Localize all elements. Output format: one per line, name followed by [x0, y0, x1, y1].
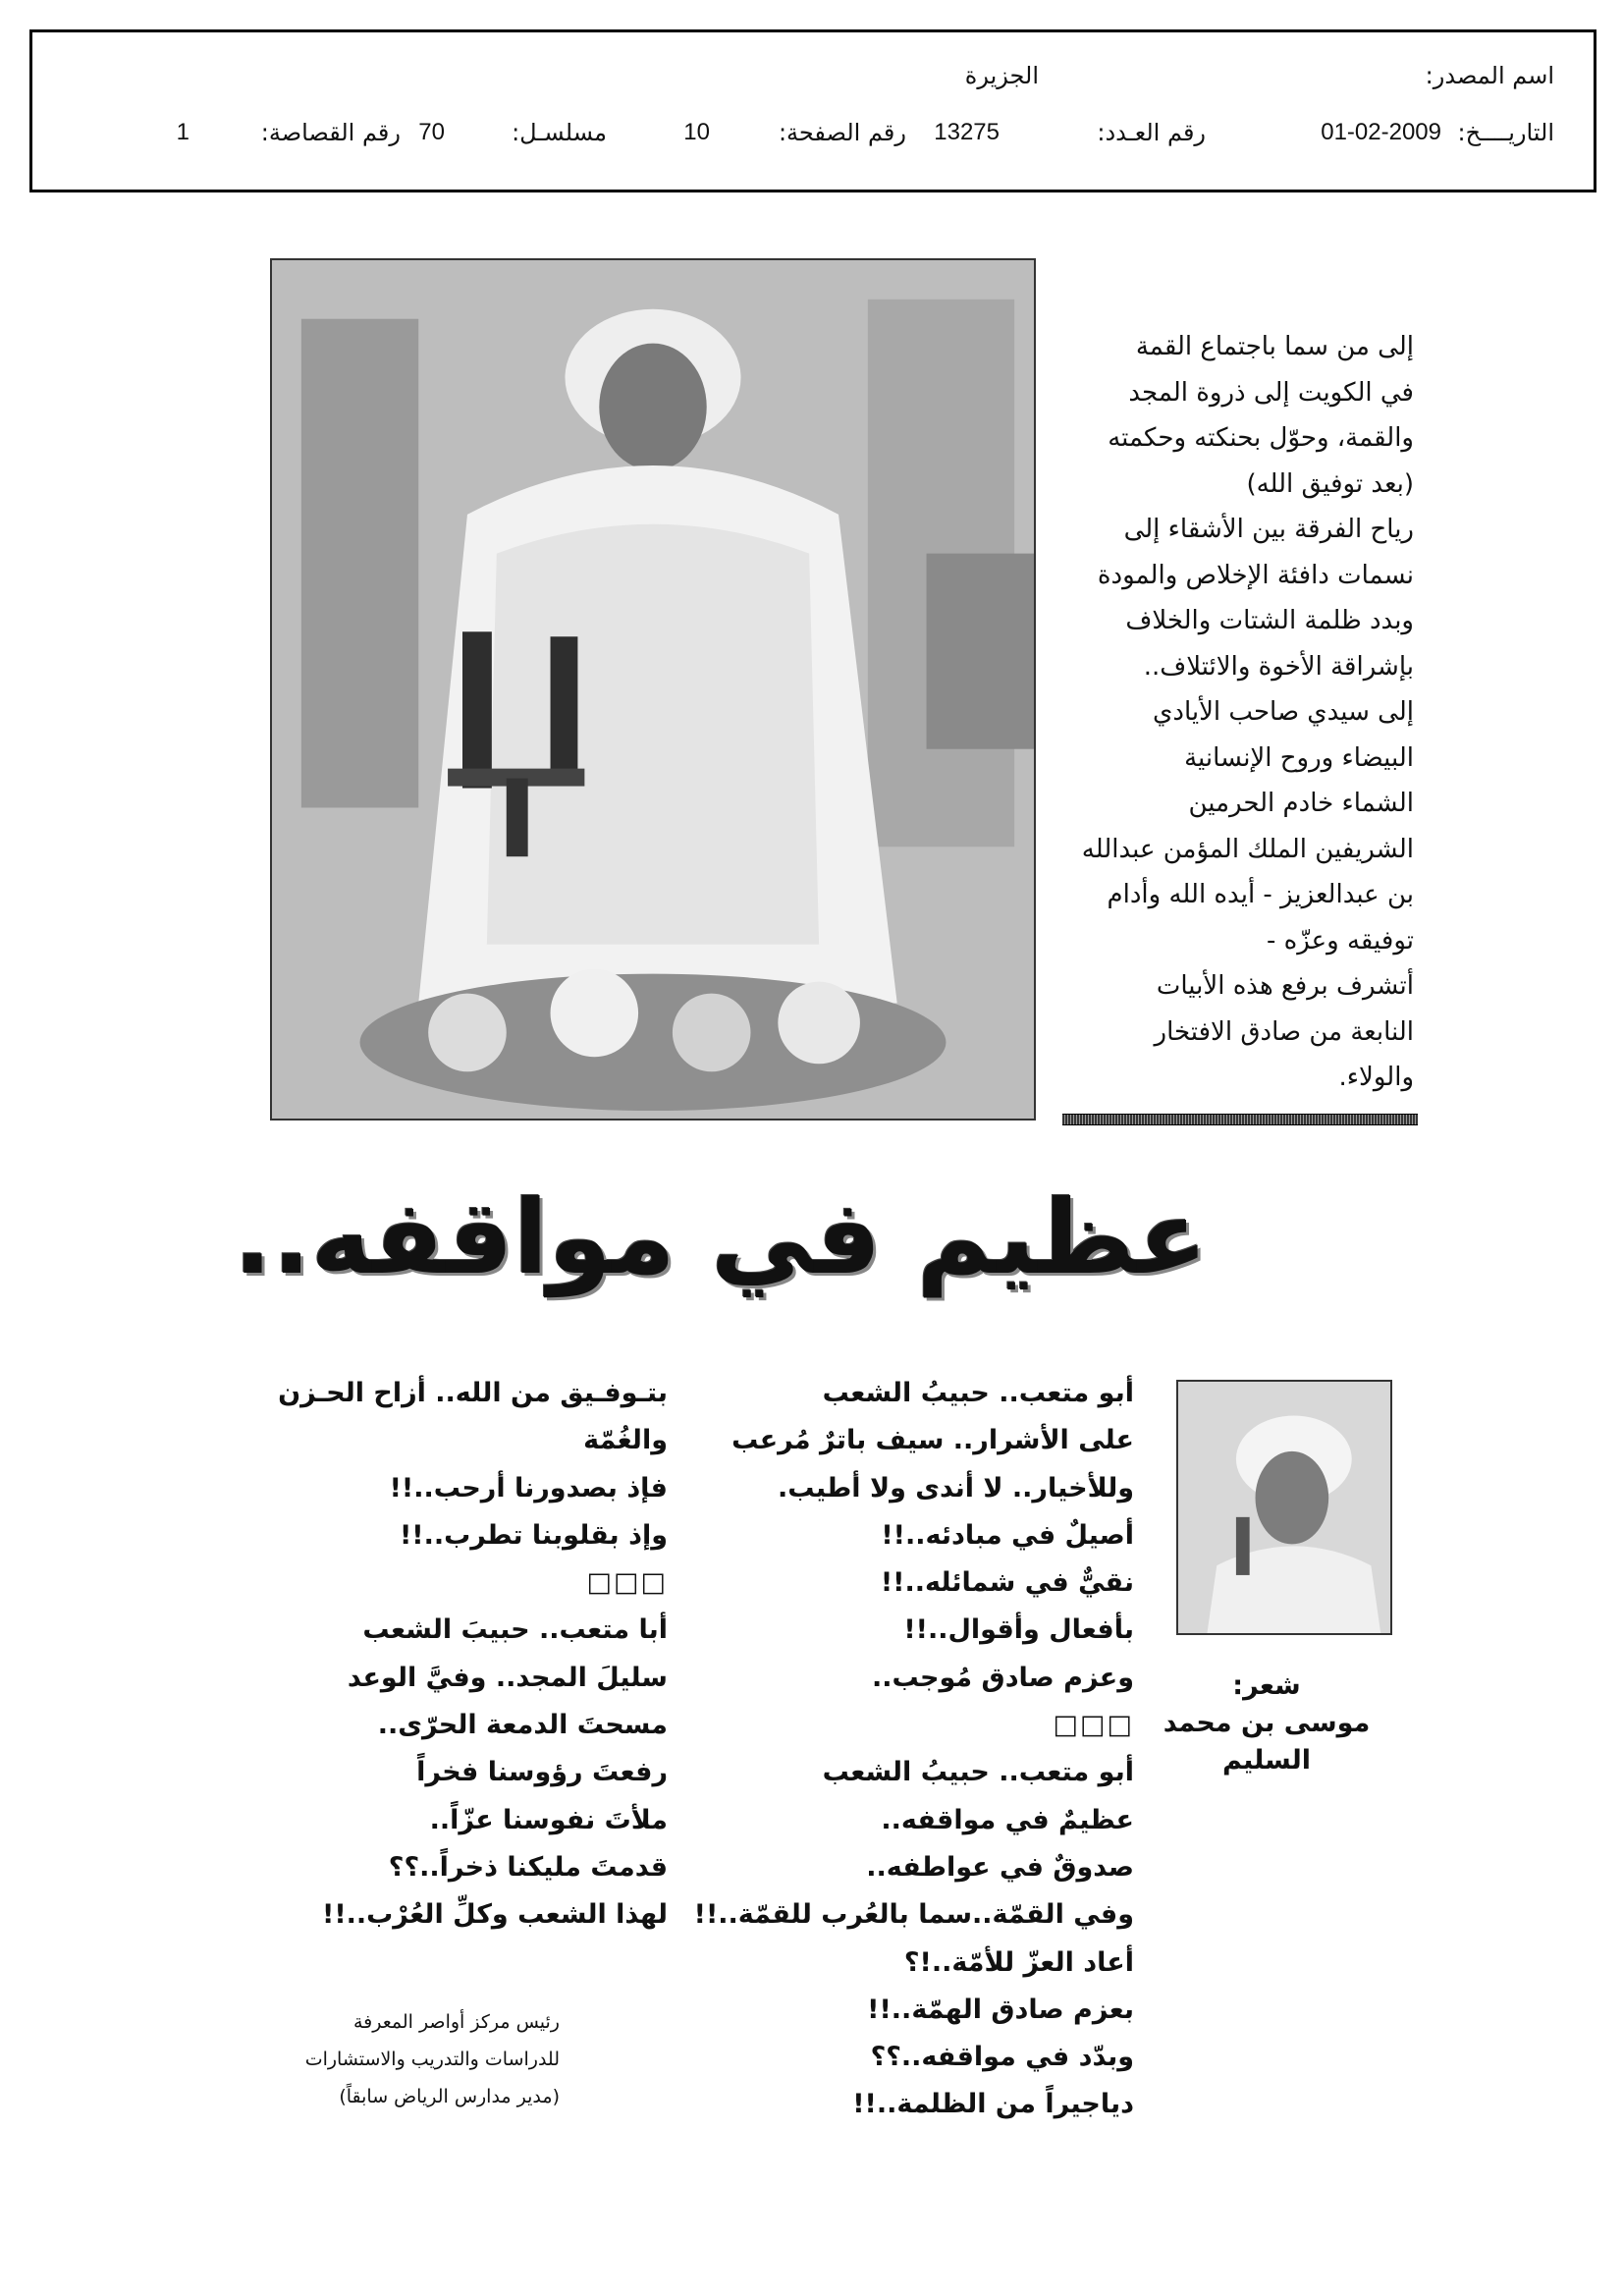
- intro-line: النابعة من صادق الافتخار: [1154, 1016, 1414, 1047]
- intro-line: بن عبدالعزيز - أيده الله وأدام: [1107, 880, 1414, 909]
- source-label: اسم المصدر:: [1425, 62, 1554, 89]
- intro-line: في الكويت إلى ذروة المجد: [1128, 377, 1414, 408]
- issue-label: رقم العـدد:: [1097, 119, 1206, 146]
- serial-value: 70: [418, 119, 445, 145]
- intro-line: والولاء.: [1338, 1063, 1414, 1092]
- poem-verse: □□□: [1053, 1710, 1134, 1741]
- intro-line: الشماء خادم الحرمين: [1188, 789, 1414, 818]
- intro-line: (بعد توفيق الله): [1246, 468, 1414, 499]
- separator-rule: [1062, 1114, 1418, 1125]
- page-label: رقم الصفحة:: [778, 119, 906, 146]
- poet-name-line1: موسى بن محمد: [1163, 1708, 1371, 1738]
- poem-verse: □□□: [586, 1567, 668, 1599]
- intro-line: الشريفين الملك المؤمن عبدالله: [1081, 834, 1414, 864]
- author-note-line: للدراسات والتدريب والاستشارات: [304, 2049, 560, 2070]
- intro-line: البيضاء وروح الإنسانية: [1184, 742, 1414, 773]
- poem-verse: وفي القمّة..سما بالعُرب للقمّة..!!: [693, 1899, 1134, 1931]
- author-note: [265, 2003, 560, 2115]
- author-note-line: رئيس مركز أواصر المعرفة: [352, 2011, 560, 2033]
- intro-line: إلى سيدي صاحب الأيادي: [1153, 697, 1414, 727]
- poem-title: عظيم في مواقفه..: [233, 1177, 1208, 1297]
- issue-value: 13275: [934, 119, 1000, 145]
- intro-line: وبدد ظلمة الشتات والخلاف: [1125, 606, 1414, 635]
- poem-verse: وعزم صادق مُوجب..: [871, 1662, 1134, 1693]
- poem-verse: أصيلٌ في مبادئه..!!: [881, 1519, 1134, 1551]
- intro-line: أتشرف برفع هذه الأبيات: [1156, 971, 1414, 1001]
- poem-verse: صدوقٌ في عواطفه..: [866, 1851, 1134, 1883]
- poem-verse: بأفعال وأقوال..!!: [903, 1614, 1134, 1646]
- page-value: 10: [683, 119, 710, 145]
- poem-verse: ملأتَ نفوسنا عزّاً..: [429, 1804, 668, 1835]
- intro-line: إلى من سما باجتماع القمة: [1135, 332, 1414, 361]
- date-value: 01-02-2009: [1321, 119, 1441, 145]
- poem-verse: قدمتَ مليكنا ذخراً..؟؟: [388, 1851, 668, 1883]
- poet-photo-drawing: [1178, 1382, 1390, 1633]
- poem-verse: دياجيراً من الظلمة..!!: [852, 2089, 1134, 2120]
- poem-verse: وبدّد في مواقفه..؟؟: [870, 2042, 1134, 2073]
- poem-verse: على الأشرار.. سيف باترٌ مُرعب: [731, 1425, 1134, 1456]
- author-note-line: (مدير مدارس الرياض سابقاً): [339, 2086, 560, 2107]
- serial-label: مسلسـل:: [512, 119, 607, 146]
- poem-column-left: [265, 1370, 668, 1940]
- poem-verse: أعاد العزّ للأمّة..!؟: [903, 1946, 1134, 1978]
- poem-verse: مسحتَ الدمعة الحرّى..: [377, 1710, 668, 1741]
- poem-verse: فإذ بصدورنا أرحب..!!: [389, 1472, 668, 1503]
- poem-verse: سليلَ المجد.. وفيَّ الوعد: [347, 1662, 668, 1693]
- intro-line: نسمات دافئة الإخلاص والمودة: [1097, 560, 1414, 590]
- intro-line: والقمة، وحوّل بحنكته وحكمته: [1108, 423, 1414, 453]
- poem-verse: وإذ بقلوبنا تطرب..!!: [399, 1519, 668, 1551]
- source-value: الجزيرة: [964, 62, 1039, 89]
- intro-line: بإشراقة الأخوة والائتلاف..: [1143, 651, 1414, 682]
- poem-column-right: [693, 1370, 1134, 2129]
- date-label: التاريــــخ:: [1457, 119, 1554, 146]
- poem-verse: والغُمّة: [583, 1425, 668, 1456]
- poet-name-line2: السليم: [1221, 1745, 1312, 1776]
- poem-verse: وللأخيار.. لا أندى ولا أطيب.: [778, 1472, 1134, 1503]
- clipping-label: رقم القصاصة:: [260, 119, 401, 146]
- poem-verse: بعزم صادق الهمّة..!!: [867, 1994, 1134, 2025]
- clipping-value: 1: [176, 119, 189, 145]
- intro-paragraph: [1060, 324, 1414, 1101]
- poet-label: شعر:: [1232, 1670, 1301, 1701]
- poem-verse: عظيمٌ في مواقفه..: [881, 1804, 1134, 1835]
- document-header-box: [29, 29, 1596, 192]
- intro-line: رياح الفرقة بين الأشقاء إلى: [1123, 515, 1414, 544]
- poet-photo: [1176, 1380, 1392, 1635]
- main-photo: [270, 258, 1036, 1121]
- poem-verse: بتـوفـيق من الله.. أزاح الحـزن: [278, 1378, 668, 1408]
- poem-verse: أبو متعب.. حبيبُ الشعب: [822, 1378, 1134, 1408]
- poet-credit: [1159, 1667, 1375, 1779]
- poem-verse: نقيٌّ في شمائله..!!: [880, 1567, 1134, 1599]
- main-photo-drawing: [272, 260, 1034, 1119]
- poem-verse: أبا متعب.. حبيبَ الشعب: [362, 1614, 668, 1646]
- intro-line: توفيقه وعزّه -: [1267, 925, 1414, 956]
- poem-verse: لهذا الشعب وكلِّ العُرْب..!!: [322, 1899, 668, 1931]
- poem-verse: رفعتَ رؤوسنا فخراً: [416, 1757, 668, 1788]
- poem-verse: أبو متعب.. حبيبُ الشعب: [822, 1757, 1134, 1788]
